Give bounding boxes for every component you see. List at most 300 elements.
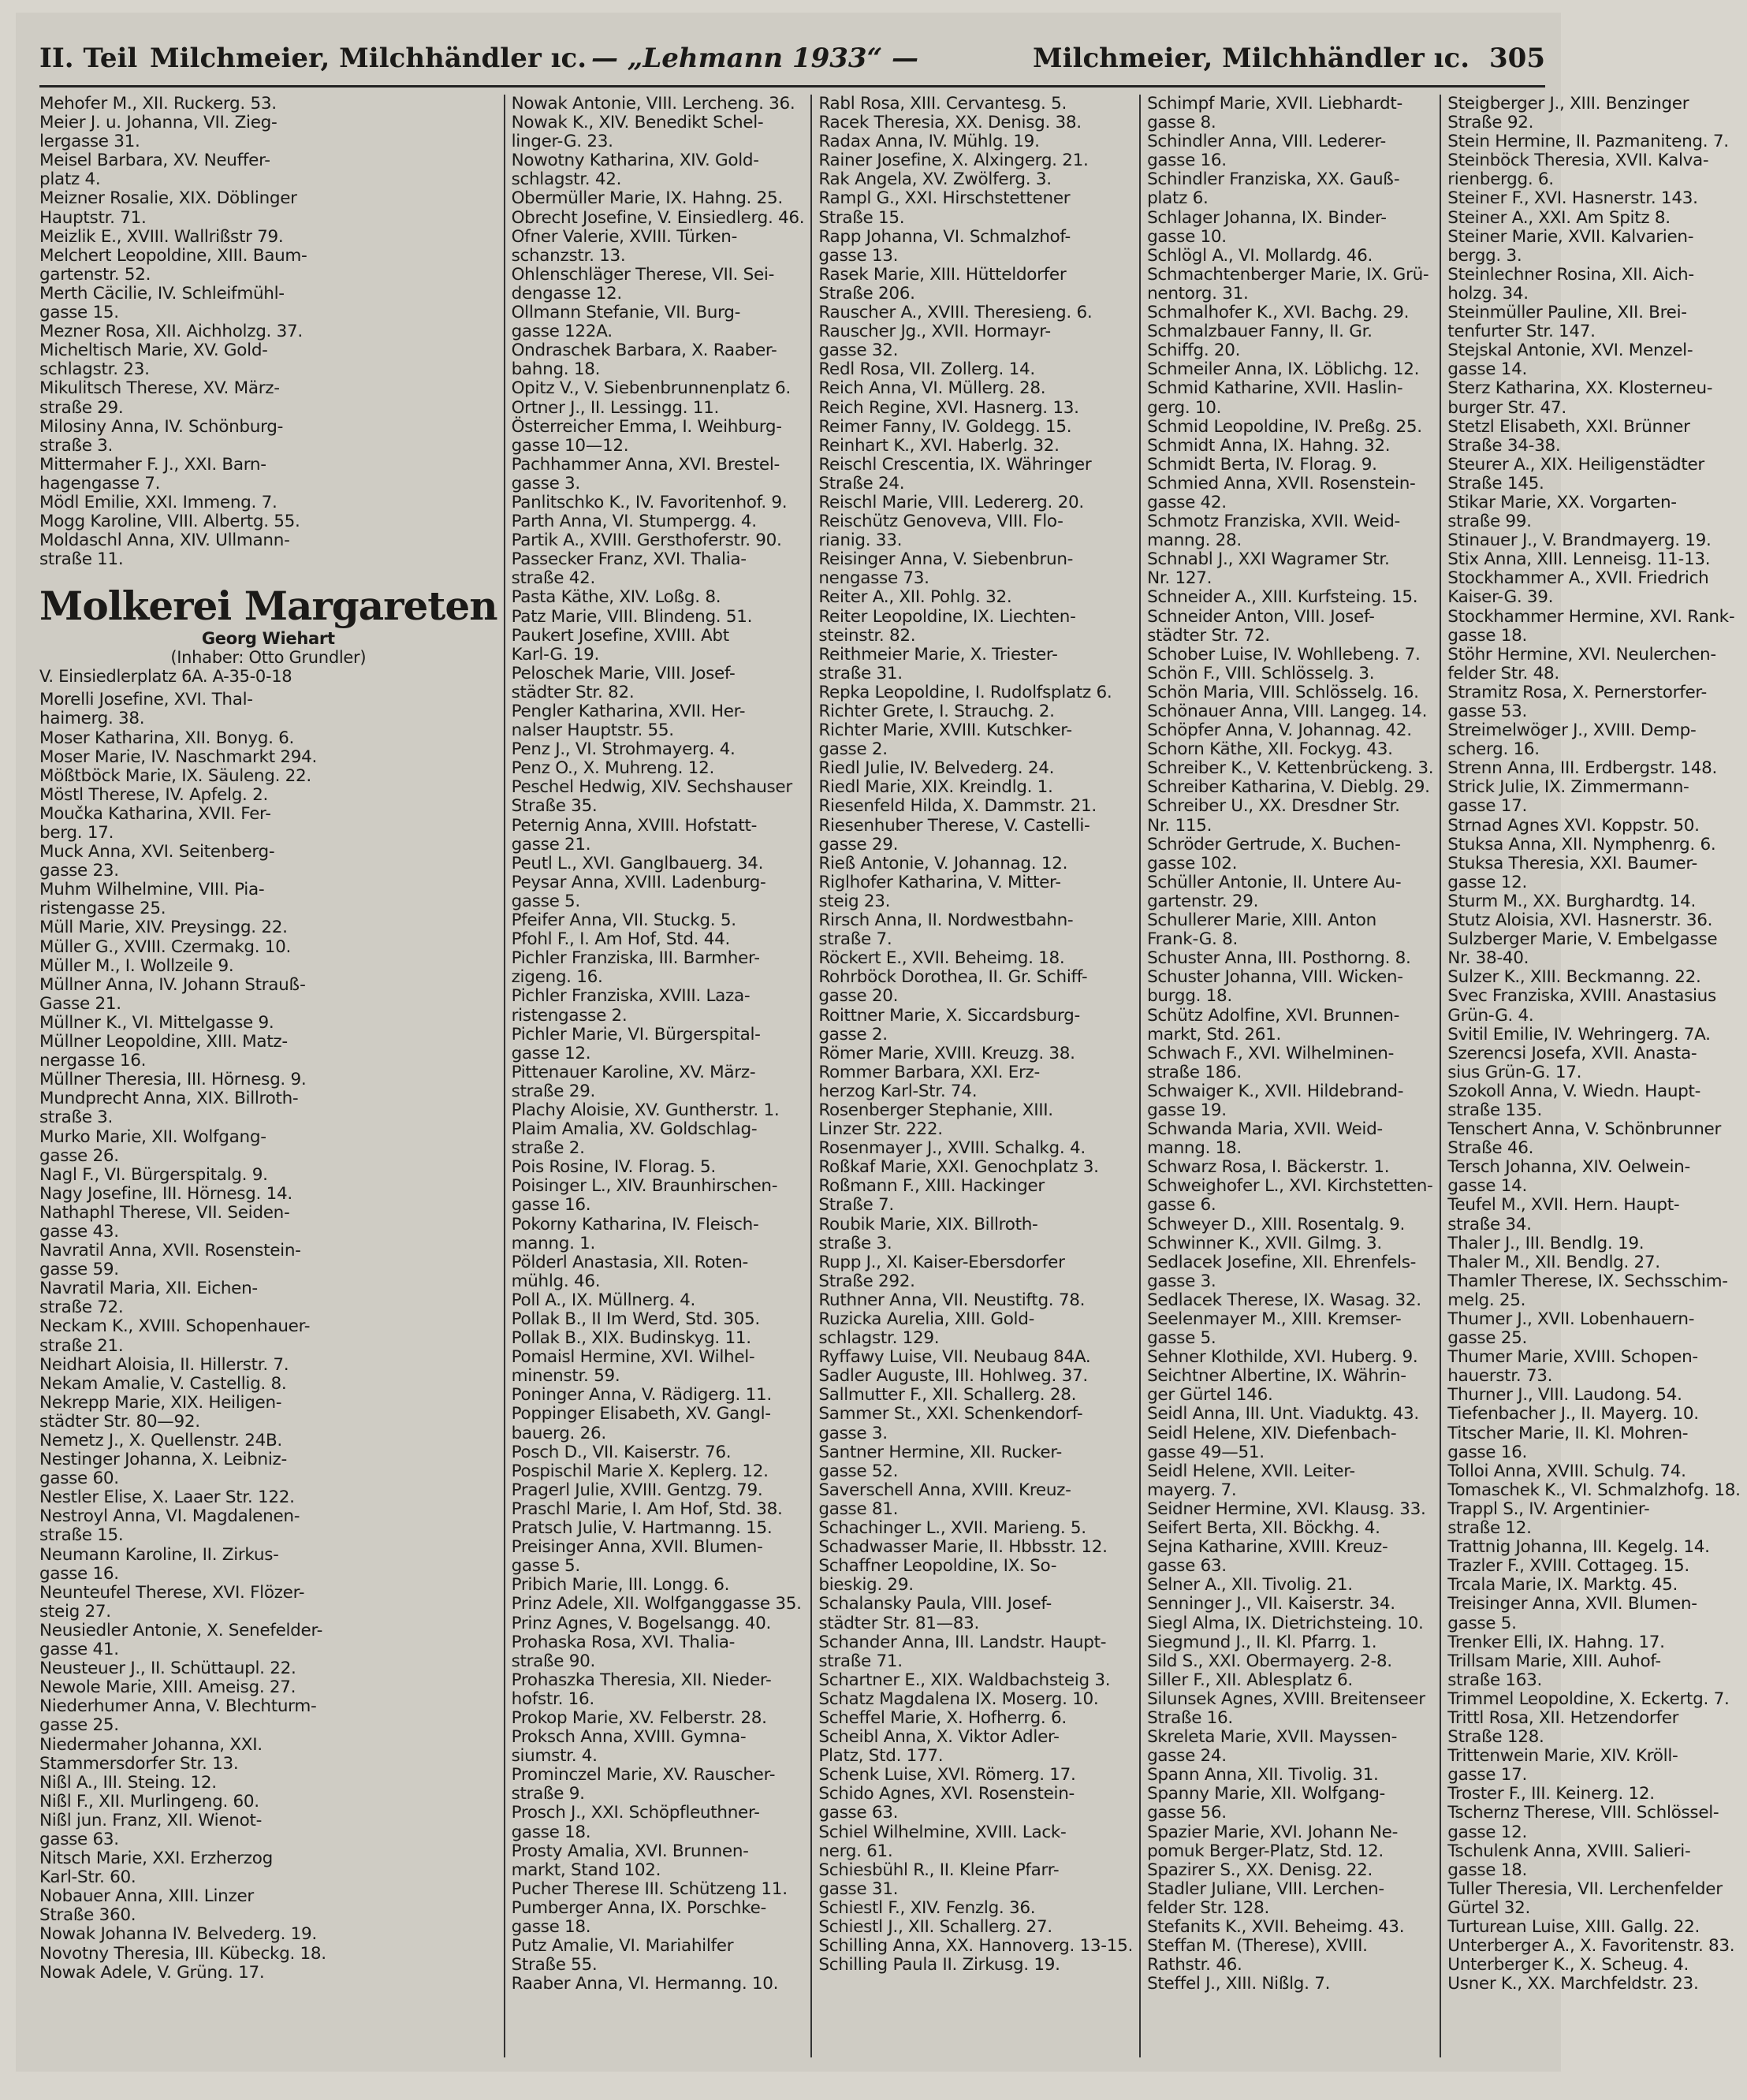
directory-entry-line: Pragerl Julie, XVIII. Gentzg. 79. [511, 1480, 763, 1500]
directory-entry-line: Schmied Anna, XVII. Rosenstein- [1147, 473, 1416, 493]
right-running-title: Milchmeier, Milchhändler ıc. [1033, 43, 1470, 74]
directory-entry-line: Schmachtenberger Marie, IX. Grü- [1147, 264, 1429, 285]
directory-entry-line: bahng. 18. [511, 359, 601, 380]
directory-entry-line: Prosty Amalia, XVI. Brunnen- [511, 1841, 749, 1861]
directory-entry-line: Nowak Antonie, VIII. Lercheng. 36. [511, 94, 795, 114]
directory-entry-line: berg. 17. [39, 823, 114, 843]
directory-entry-line: Riglhofer Katharina, V. Mitter- [818, 872, 1061, 892]
directory-entry-line: sius Grün-G. 17. [1447, 1062, 1582, 1082]
directory-entry-line: Nißl jun. Franz, XII. Wienot- [39, 1810, 263, 1830]
directory-entry-line: Pichler Marie, VI. Bürgerspital- [511, 1024, 761, 1044]
directory-entry-line: gasse 8. [1147, 113, 1216, 133]
directory-entry-line: Schwaiger K., XVII. Hildebrand- [1147, 1081, 1404, 1101]
directory-entry-line: gasse 52. [818, 1461, 899, 1481]
directory-entry-line: Schindler Franziska, XX. Gauß- [1147, 169, 1400, 190]
directory-entry-line: siumstr. 4. [511, 1746, 598, 1767]
directory-entry-line: straße 3. [39, 435, 114, 456]
directory-entry-line: gasse 42. [1147, 492, 1227, 512]
directory-entry-line: Penz O., X. Muhreng. 12. [511, 758, 715, 779]
directory-entry-line: Schmalhofer K., XVI. Bachg. 29. [1147, 303, 1410, 323]
directory-entry-line: Schullerer Marie, XIII. Anton [1147, 910, 1376, 931]
directory-entry-line: platz 6. [1147, 188, 1209, 209]
directory-entry-line: Sadler Auguste, III. Hohlweg. 37. [818, 1366, 1088, 1387]
directory-entry-line: Neusteuer J., II. Schüttaupl. 22. [39, 1659, 296, 1679]
directory-entry-line: Plachy Aloisie, XV. Guntherstr. 1. [511, 1100, 780, 1120]
directory-entry-line: Paukert Josefine, XVIII. Abt [511, 625, 729, 646]
directory-entry-line: Poisinger L., XIV. Braunhirschen- [511, 1176, 778, 1197]
directory-entry-line: Nemetz J., X. Quellenstr. 24B. [39, 1431, 282, 1450]
directory-entry-line: Pois Rosine, IV. Florag. 5. [511, 1157, 716, 1178]
directory-entry-line: Straße 128. [1447, 1727, 1544, 1748]
directory-entry-line: Pratsch Julie, V. Hartmanng. 15. [511, 1518, 773, 1539]
column-4 [1139, 95, 1440, 2057]
directory-entry-line: nentorg. 31. [1147, 283, 1249, 303]
directory-entry-line: gasse 17. [1447, 1765, 1528, 1785]
directory-entry-line: gasse 32. [818, 341, 899, 361]
directory-entry-line: Rainer Josefine, X. Alxingerg. 21. [818, 151, 1089, 171]
directory-entry-line: Reithmeier Marie, X. Triester- [818, 644, 1058, 665]
directory-entry-line: Sehner Klothilde, XVI. Huberg. 9. [1147, 1347, 1418, 1368]
directory-entry-line: Tschernz Therese, VIII. Schlössel- [1447, 1803, 1719, 1823]
directory-entry-line: Tersch Johanna, XIV. Oelwein- [1447, 1157, 1690, 1178]
directory-entry-line: Nathaphl Therese, VII. Seiden- [39, 1202, 290, 1223]
directory-entry-line: Reich Regine, XVI. Hasnerg. 13. [818, 397, 1079, 418]
directory-entry-line: straße 186. [1147, 1062, 1242, 1082]
directory-entry-line: Schuster Anna, III. Posthorng. 8. [1147, 948, 1411, 969]
directory-entry-line: haimerg. 38. [39, 709, 145, 729]
directory-entry-line: Mundprecht Anna, XIX. Billroth- [39, 1089, 299, 1109]
directory-entry-line: Pucher Therese III. Schützeng 11. [511, 1878, 788, 1899]
directory-entry-line: Prosch J., XXI. Schöpfleuthner- [511, 1803, 760, 1823]
directory-entry-line: Trenker Elli, IX. Hahng. 17. [1447, 1632, 1665, 1652]
directory-entry-line: Niederhumer Anna, V. Blechturm- [39, 1696, 317, 1717]
directory-entry-line: Nobauer Anna, XIII. Linzer [39, 1886, 254, 1907]
directory-entry-line: markt, Std. 261. [1147, 1024, 1282, 1044]
directory-entry-line: Ortner J., II. Lessingg. 11. [511, 397, 720, 418]
directory-entry-line: städter Str. 81—83. [818, 1613, 980, 1633]
directory-entry-line: Riesenhuber Therese, V. Castelli- [818, 815, 1090, 836]
left-running-title: Milchmeier, Milchhändler ıc. [150, 43, 587, 74]
directory-entry-line: gasse 63. [818, 1803, 899, 1823]
directory-entry-line: Sulzer K., XIII. Beckmanng. 22. [1447, 967, 1701, 988]
directory-entry-line: Stöhr Hermine, XVI. Neulerchen- [1447, 644, 1716, 665]
directory-entry-line: Schüller Antonie, II. Untere Au- [1147, 872, 1402, 892]
directory-entry-line: Steinlechner Rosina, XII. Aich- [1447, 264, 1694, 285]
directory-entry-line: Müllner Theresia, III. Hörnesg. 9. [39, 1070, 307, 1090]
directory-entry-line: gasse 5. [511, 891, 580, 911]
directory-entry-line: Spanny Marie, XII. Wolfgang- [1147, 1784, 1386, 1804]
directory-entry-line: Melchert Leopoldine, XIII. Baum- [39, 245, 307, 266]
directory-entry-line: Rasek Marie, XIII. Hütteldorfer [818, 264, 1067, 285]
directory-entry-line: tenfurter Str. 147. [1447, 322, 1596, 342]
directory-entry-line: hofstr. 16. [511, 1689, 594, 1709]
directory-entry-line: nengasse 73. [818, 568, 929, 589]
directory-entry-line: Siegmund J., II. Kl. Pfarrg. 1. [1147, 1632, 1377, 1652]
directory-entry-line: Ruzicka Aurelia, XIII. Gold- [818, 1309, 1035, 1329]
directory-entry-line: Schander Anna, III. Landstr. Haupt- [818, 1632, 1107, 1652]
directory-entry-line: zigeng. 16. [511, 967, 603, 988]
directory-entry-line: Schmidt Berta, IV. Florag. 9. [1147, 454, 1377, 475]
directory-entry-line: Meizner Rosalie, XIX. Döblinger [39, 188, 297, 209]
directory-entry-line: Nagy Josefine, III. Hörnesg. 14. [39, 1183, 292, 1204]
directory-entry-line: Silunsek Agnes, XVIII. Breitenseer [1147, 1689, 1425, 1709]
directory-entry-line: Sejna Katharine, XVIII. Kreuz- [1147, 1537, 1388, 1558]
directory-entry-line: Rupp J., XI. Kaiser-Ebersdorfer [818, 1252, 1065, 1272]
directory-entry-line: städter Str. 72. [1147, 625, 1270, 646]
directory-entry-line: Steffan M. (Therese), XVIII. [1147, 1936, 1368, 1957]
directory-entry-line: Mößtböck Marie, IX. Säuleng. 22. [39, 765, 311, 786]
directory-entry-line: Meier J. u. Johanna, VII. Zieg- [39, 113, 278, 133]
directory-entry-line: Unterberger K., X. Scheug. 4. [1447, 1955, 1689, 1975]
directory-entry-line: Stramitz Rosa, X. Pernerstorfer- [1447, 682, 1708, 702]
directory-entry-line: Novotny Theresia, III. Kübeckg. 18. [39, 1943, 326, 1964]
directory-entry-line: herzog Karl-Str. 74. [818, 1081, 978, 1101]
directory-entry-line: Schido Agnes, XVI. Rosenstein- [818, 1784, 1075, 1804]
directory-entry-line: gasse 17. [1447, 796, 1528, 817]
directory-entry-line: Pfeifer Anna, VII. Stuckg. 5. [511, 910, 736, 931]
directory-entry-line: Gürtel 32. [1447, 1897, 1531, 1918]
directory-entry-line: Stockhammer Hermine, XVI. Rank- [1447, 606, 1735, 627]
center-running-title: — „Lehmann 1933“ — [591, 43, 918, 74]
directory-entry-line: Troster F., III. Keinerg. 12. [1447, 1784, 1655, 1804]
directory-entry-line: gasse 16. [511, 1195, 591, 1216]
directory-entry-line: Pomaisl Hermine, XVI. Wilhel- [511, 1347, 755, 1368]
directory-entry-line: Müller M., I. Wollzeile 9. [39, 955, 234, 976]
directory-entry-line: pomuk Berger-Platz, Std. 12. [1147, 1841, 1384, 1861]
directory-entry-line: Rosenberger Stephanie, XIII. [818, 1100, 1053, 1120]
directory-entry-line: Navratil Anna, XVII. Rosenstein- [39, 1241, 301, 1261]
directory-entry-line: Schweyer D., XIII. Rosentalg. 9. [1147, 1214, 1406, 1234]
directory-entry-line: nerg. 61. [818, 1841, 893, 1861]
directory-entry-line: gasse 10. [1147, 226, 1227, 247]
directory-entry-line: Straße 360. [39, 1905, 136, 1926]
directory-entry-line: Rommer Barbara, XXI. Erz- [818, 1062, 1040, 1082]
directory-entry-line: Nekam Amalie, V. Castellig. 8. [39, 1373, 287, 1394]
directory-entry-line: Stix Anna, XIII. Lenneisg. 11-13. [1447, 549, 1711, 570]
directory-entry-line: Navratil Maria, XII. Eichen- [39, 1279, 258, 1299]
directory-entry-line: Titscher Marie, II. Kl. Mohren- [1447, 1423, 1689, 1443]
directory-entry-line: lergasse 31. [39, 132, 140, 152]
directory-entry-line: Opitz V., V. Siebenbrunnenplatz 6. [511, 378, 791, 399]
directory-entry-line: Scheibl Anna, X. Viktor Adler- [818, 1727, 1060, 1748]
directory-entry-line: Schiestl F., XIV. Fenzlg. 36. [818, 1897, 1036, 1918]
directory-entry-line: Schober Luise, IV. Wohllebeng. 7. [1147, 644, 1421, 665]
directory-entry-line: straße 42. [511, 568, 596, 589]
directory-entry-line: gasse 6. [1147, 1195, 1216, 1216]
directory-entry-line: gasse 63. [1147, 1556, 1227, 1577]
directory-entry-line: Parth Anna, VI. Stumpergg. 4. [511, 512, 757, 532]
directory-entry-line: Repka Leopoldine, I. Rudolfsplatz 6. [818, 682, 1112, 702]
directory-entry-line: Schartner E., XIX. Waldbachsteig 3. [818, 1670, 1111, 1690]
directory-entry-line: Schneider A., XIII. Kurfsteing. 15. [1147, 587, 1418, 608]
directory-entry-line: Neunteufel Therese, XVI. Flözer- [39, 1582, 305, 1603]
directory-entry-line: Reischl Crescentia, IX. Währinger [818, 454, 1092, 475]
directory-entry-line: Seidl Helene, XIV. Diefenbach- [1147, 1423, 1397, 1443]
directory-entry-line: straße 21. [39, 1335, 124, 1356]
directory-entry-line: Steffel J., XIII. Nißlg. 7. [1147, 1974, 1331, 1994]
directory-entry-line: steig 23. [818, 891, 891, 911]
directory-entry-line: Schütz Adolfine, XVI. Brunnen- [1147, 1005, 1400, 1026]
directory-entry-line: steig 27. [39, 1601, 111, 1622]
directory-entry-line: Richter Grete, I. Strauchg. 2. [818, 702, 1055, 721]
directory-entry-line: Rampl G., XXI. Hirschstettener [818, 188, 1071, 209]
directory-entry-line: straße 135. [1447, 1100, 1543, 1120]
directory-entry-line: Svec Franziska, XVIII. Anastasius [1447, 986, 1716, 1007]
directory-entry-line: Sallmutter F., XII. Schallerg. 28. [818, 1385, 1077, 1406]
directory-entry-line: straße 72. [39, 1298, 124, 1318]
directory-entry-line: gasse 18. [1447, 625, 1528, 646]
directory-entry-line: Rabl Rosa, XIII. Cervantesg. 5. [818, 94, 1067, 114]
directory-entry-line: gasse 56. [1147, 1803, 1227, 1823]
directory-entry-line: Patz Marie, VIII. Blindeng. 51. [511, 606, 753, 627]
directory-entry-line: Tenschert Anna, V. Schönbrunner [1447, 1119, 1721, 1140]
directory-entry-line: gasse 102. [1147, 853, 1238, 873]
column-3 [810, 95, 1139, 2057]
directory-entry-line: Plaim Amalia, XV. Goldschlag- [511, 1119, 758, 1140]
directory-entry-line: holzg. 34. [1447, 283, 1529, 303]
directory-entry-line: gasse 81. [818, 1499, 899, 1519]
directory-entry-line: gasse 41. [39, 1640, 119, 1660]
directory-entry-line: mayerg. 7. [1147, 1480, 1237, 1500]
directory-entry-line: Sturm M., XX. Burghardtg. 14. [1447, 891, 1697, 911]
directory-entry-line: Nowak Adele, V. Grüng. 17. [39, 1962, 265, 1983]
directory-entry-line: Prohaszka Theresia, XII. Nieder- [511, 1670, 772, 1690]
directory-entry-line: hagengasse 7. [39, 473, 161, 493]
directory-entry-line: Schröder Gertrude, X. Buchen- [1147, 834, 1401, 855]
directory-entry-line: Scheffel Marie, X. Hofherrg. 6. [818, 1707, 1067, 1728]
directory-entry-line: straße 90. [511, 1651, 596, 1671]
directory-entry-line: Schmidt Anna, IX. Hahng. 32. [1147, 435, 1391, 456]
directory-entry-line: Penz J., VI. Strohmayerg. 4. [511, 739, 736, 760]
directory-entry-line: Mehofer M., XII. Ruckerg. 53. [39, 94, 277, 114]
directory-entry-line: Pölderl Anastasia, XII. Roten- [511, 1252, 748, 1272]
directory-entry-line: Mödl Emilie, XXI. Immeng. 7. [39, 492, 278, 512]
directory-entry-line: Reiter Leopoldine, IX. Liechten- [818, 606, 1076, 627]
directory-entry-line: Pribich Marie, III. Longg. 6. [511, 1575, 730, 1595]
directory-entry-line: Nr. 127. [1147, 568, 1212, 589]
directory-entry-line: Stein Hermine, II. Pazmaniteng. 7. [1447, 132, 1729, 152]
directory-entry-line: manng. 1. [511, 1233, 596, 1253]
directory-entry-line: Schwinner K., XVII. Gilmg. 3. [1147, 1233, 1382, 1253]
directory-entry-line: straße 7. [818, 929, 892, 950]
directory-entry-line: Prokop Marie, XV. Felberstr. 28. [511, 1707, 767, 1728]
directory-entry-line: gasse 25. [1447, 1328, 1528, 1349]
directory-entry-line: minenstr. 59. [511, 1366, 620, 1387]
directory-entry-line: Mezner Rosa, XII. Aichholzg. 37. [39, 322, 303, 342]
directory-entry-line: Müllner Anna, IV. Johann Strauß- [39, 974, 306, 995]
directory-entry-line: gasse 26. [39, 1145, 119, 1166]
directory-entry-line: Straße 46. [1447, 1138, 1534, 1159]
directory-entry-line: Riedl Julie, IV. Belvederg. 24. [818, 758, 1055, 779]
directory-entry-line: Partik A., XVIII. Gersthoferstr. 90. [511, 531, 782, 551]
directory-entry-line: Prominczel Marie, XV. Rauscher- [511, 1765, 776, 1785]
directory-entry-line: Prohaska Rosa, XVI. Thalia- [511, 1632, 736, 1652]
directory-entry-line: Ofner Valerie, XVIII. Türken- [511, 226, 738, 247]
directory-entry-line: Stejskal Antonie, XVI. Menzel- [1447, 341, 1693, 361]
directory-entry-line: Rirsch Anna, II. Nordwestbahn- [818, 910, 1074, 931]
directory-entry-line: Römer Marie, XVIII. Kreuzg. 38. [818, 1043, 1075, 1063]
directory-entry-line: Siller F., XII. Ablesplatz 6. [1147, 1670, 1353, 1690]
directory-entry-line: Neusiedler Antonie, X. Senefelder- [39, 1620, 323, 1640]
directory-entry-line: Schilling Anna, XX. Hannoverg. 13-15. [818, 1936, 1134, 1957]
directory-entry-line: Steinmüller Pauline, XII. Brei- [1447, 303, 1687, 323]
directory-entry-line: Straße 16. [1147, 1707, 1233, 1728]
directory-entry-line: Seidl Anna, III. Unt. Viaduktg. 43. [1147, 1404, 1419, 1424]
directory-entry-line: Schön F., VIII. Schlösselg. 3. [1147, 663, 1375, 683]
directory-entry-line: Pengler Katharina, XVII. Her- [511, 702, 746, 721]
directory-entry-line: gasse 16. [1147, 151, 1227, 171]
directory-entry-line: Panlitschko K., IV. Favoritenhof. 9. [511, 492, 788, 512]
directory-entry-line: Rapp Johanna, VI. Schmalzhof- [818, 226, 1071, 247]
directory-entry-line: gasse 5. [511, 1556, 580, 1577]
directory-entry-line: bergg. 3. [1447, 245, 1522, 266]
ad-address: V. Einsiedlerplatz 6A. A-35-0-18 [39, 667, 292, 687]
directory-entry-line: Schönauer Anna, VIII. Langeg. 14. [1147, 702, 1428, 721]
directory-entry-line: Unterberger A., X. Favoritenstr. 83. [1447, 1936, 1735, 1957]
directory-entry-line: gasse 3. [818, 1423, 888, 1443]
directory-entry-line: Meizlik E., XVIII. Wallrißstr 79. [39, 226, 284, 247]
directory-entry-line: Steurer A., XIX. Heiligenstädter [1447, 454, 1704, 475]
directory-entry-line: Thaler J., III. Bendlg. 19. [1447, 1233, 1645, 1253]
directory-entry-line: Spazirer S., XX. Denisg. 22. [1147, 1860, 1373, 1880]
directory-entry-line: Pollak B., II Im Werd, Std. 305. [511, 1309, 760, 1329]
directory-entry-line: Schmotz Franziska, XVII. Weid- [1147, 512, 1401, 532]
directory-entry-line: straße 3. [818, 1233, 892, 1253]
directory-entry-line: Redl Rosa, VII. Zollerg. 14. [818, 359, 1035, 380]
directory-entry-line: gasse 53. [1447, 702, 1528, 721]
directory-entry-line: Reischl Marie, VIII. Ledererg. 20. [818, 492, 1084, 512]
directory-entry-line: Roubik Marie, XIX. Billroth- [818, 1214, 1038, 1234]
directory-entry-line: Turturean Luise, XIII. Gallg. 22. [1447, 1917, 1700, 1937]
directory-entry-line: Sulzberger Marie, V. Embelgasse [1447, 929, 1718, 950]
directory-entry-line: straße 3. [39, 1108, 114, 1128]
column-2 [504, 95, 811, 2057]
header-rule [39, 85, 1545, 88]
directory-entry-line: Stuksa Theresia, XXI. Baumer- [1447, 853, 1697, 873]
directory-entry-line: Sterz Katharina, XX. Klosterneu- [1447, 378, 1713, 399]
directory-entry-line: Spann Anna, XII. Tivolig. 31. [1147, 1765, 1379, 1785]
directory-entry-line: gasse 2. [818, 1024, 888, 1044]
directory-entry-line: Straße 206. [818, 283, 915, 303]
directory-entry-line: Proksch Anna, XVIII. Gymna- [511, 1727, 747, 1748]
directory-entry-line: Stockhammer A., XVII. Friedrich [1447, 568, 1709, 589]
directory-entry-line: felder Str. 48. [1447, 663, 1559, 683]
directory-entry-line: Sedlacek Therese, IX. Wasag. 32. [1147, 1290, 1421, 1310]
directory-entry-line: Newole Marie, XIII. Ameisg. 27. [39, 1677, 296, 1698]
column-5 [1440, 95, 1746, 2057]
directory-entry-line: Obrecht Josefine, V. Einsiedlerg. 46. [511, 207, 805, 228]
directory-entry-line: Trattnig Johanna, III. Kegelg. 14. [1447, 1537, 1710, 1558]
directory-entry-line: Schöpfer Anna, V. Johannag. 42. [1147, 720, 1412, 741]
directory-entry-line: Preisinger Anna, XVII. Blumen- [511, 1537, 763, 1558]
directory-entry-line: Peternig Anna, XVIII. Hofstatt- [511, 815, 758, 836]
directory-entry-line: straße 71. [818, 1651, 903, 1671]
directory-entry-line: Trazler F., XVIII. Cottageg. 15. [1447, 1556, 1689, 1577]
directory-entry-line: schlagstr. 23. [39, 359, 150, 380]
directory-entry-line: ristengasse 25. [39, 899, 166, 919]
directory-entry-line: Rieß Antonie, V. Johannag. 12. [818, 853, 1068, 873]
directory-entry-line: Usner K., XX. Marchfeldstr. 23. [1447, 1974, 1699, 1994]
dairy-advertisement [39, 583, 497, 686]
directory-entry-line: Merth Cäcilie, IV. Schleifmühl- [39, 283, 285, 303]
directory-entry-line: gasse 2. [818, 739, 888, 760]
directory-entry-line: scherg. 16. [1447, 739, 1540, 760]
directory-entry-line: Muhm Wilhelmine, VIII. Pia- [39, 880, 265, 900]
directory-entry-line: Thurner J., VIII. Laudong. 54. [1447, 1385, 1682, 1406]
directory-entry-line: Muck Anna, XVI. Seitenberg- [39, 842, 275, 862]
directory-entry-line: Nr. 38-40. [1447, 948, 1529, 969]
directory-entry-line: Poninger Anna, V. Rädigerg. 11. [511, 1385, 772, 1406]
directory-entry-line: Ruthner Anna, VII. Neustiftg. 78. [818, 1290, 1086, 1310]
directory-entry-line: Riedl Marie, XIX. Kreindlg. 1. [818, 777, 1053, 798]
directory-entry-line: Micheltisch Marie, XV. Gold- [39, 341, 268, 361]
directory-entry-line: Tuller Theresia, VII. Lerchenfelder [1447, 1878, 1723, 1899]
directory-entry-line: Milosiny Anna, IV. Schönburg- [39, 416, 284, 437]
directory-entry-line: Tiefenbacher J., II. Mayerg. 10. [1447, 1404, 1699, 1424]
directory-entry-line: Schiesbühl R., II. Kleine Pfarr- [818, 1860, 1060, 1880]
directory-entry-line: Roßkaf Marie, XXI. Genochplatz 3. [818, 1157, 1099, 1178]
directory-entry-line: manng. 18. [1147, 1138, 1242, 1159]
directory-entry-line: Müll Marie, XIV. Preysingg. 22. [39, 918, 288, 938]
directory-entry-line: straße 9. [511, 1784, 585, 1804]
directory-entry-line: Praschl Marie, I. Am Hof, Std. 38. [511, 1499, 783, 1519]
directory-entry-line: Trcala Marie, IX. Marktg. 45. [1447, 1575, 1678, 1595]
directory-entry-line: Grün-G. 4. [1447, 1005, 1534, 1026]
directory-entry-line: Müllner K., VI. Mittelgasse 9. [39, 1012, 274, 1033]
directory-entry-line: Rosenmayer J., XVIII. Schalkg. 4. [818, 1138, 1086, 1159]
directory-entry-line: Nißl F., XII. Murlingeng. 60. [39, 1791, 259, 1811]
directory-entry-line: nalser Hauptstr. 55. [511, 720, 674, 741]
directory-entry-line: gasse 18. [511, 1917, 591, 1937]
directory-entry-line: nergasse 16. [39, 1051, 147, 1071]
directory-entry-line: schlagstr. 42. [511, 169, 622, 190]
directory-entry-line: Neumann Karoline, II. Zirkus- [39, 1544, 279, 1565]
directory-entry-line: Straße 92. [1447, 113, 1534, 133]
directory-entry-line: Pittenauer Karoline, XV. März- [511, 1062, 756, 1082]
directory-entry-line: Straße 145. [1447, 473, 1544, 493]
directory-entry-line: Treisinger Anna, XVII. Blumen- [1447, 1594, 1697, 1614]
directory-entry-line: Kaiser-G. 39. [1447, 587, 1554, 608]
directory-entry-line: gasse 3. [511, 473, 580, 493]
directory-entry-line: Pichler Franziska, XVIII. Laza- [511, 986, 751, 1007]
directory-entry-line: gasse 19. [1147, 1100, 1227, 1120]
directory-entry-line: städter Str. 82. [511, 682, 635, 702]
directory-entry-line: Schneider Anton, VIII. Josef- [1147, 606, 1375, 627]
directory-entry-line: Senninger J., VII. Kaiserstr. 34. [1147, 1594, 1395, 1614]
directory-entry-line: Rauscher A., XVIII. Theresieng. 6. [818, 303, 1093, 323]
directory-entry-line: Mikulitsch Therese, XV. März- [39, 378, 280, 399]
directory-entry-line: Schlögl A., VI. Mollardg. 46. [1147, 245, 1373, 266]
directory-entry-line: Rathstr. 46. [1147, 1955, 1242, 1975]
directory-entry-line: Moldaschl Anna, XIV. Ullmann- [39, 531, 290, 551]
directory-entry-line: Straße 35. [511, 796, 598, 817]
directory-entry-line: Pachhammer Anna, XVI. Brestel- [511, 454, 780, 475]
directory-entry-line: Straße 55. [511, 1955, 598, 1975]
directory-entry-line: gasse 3. [1147, 1271, 1216, 1291]
directory-entry-line: Schiestl J., XII. Schallerg. 27. [818, 1917, 1052, 1937]
page-number: 305 [1489, 43, 1545, 74]
directory-entry-line: Steiner Marie, XVII. Kalvarien- [1447, 226, 1694, 247]
directory-entry-line: dengasse 12. [511, 283, 622, 303]
directory-entry-line: Stetzl Elisabeth, XXI. Brünner [1447, 416, 1690, 437]
directory-page [16, 13, 1741, 2072]
directory-entry-line: Niedermaher Johanna, XXI. [39, 1734, 263, 1755]
directory-entry-line: steinstr. 82. [818, 625, 916, 646]
directory-entry-line: Schreiber Katharina, V. Dieblg. 29. [1147, 777, 1430, 798]
directory-entry-line: Rak Angela, XV. Zwölferg. 3. [818, 169, 1052, 190]
directory-entry-line: Sild S., XXI. Obermayerg. 2-8. [1147, 1651, 1392, 1671]
directory-entry-line: Nr. 115. [1147, 815, 1212, 836]
